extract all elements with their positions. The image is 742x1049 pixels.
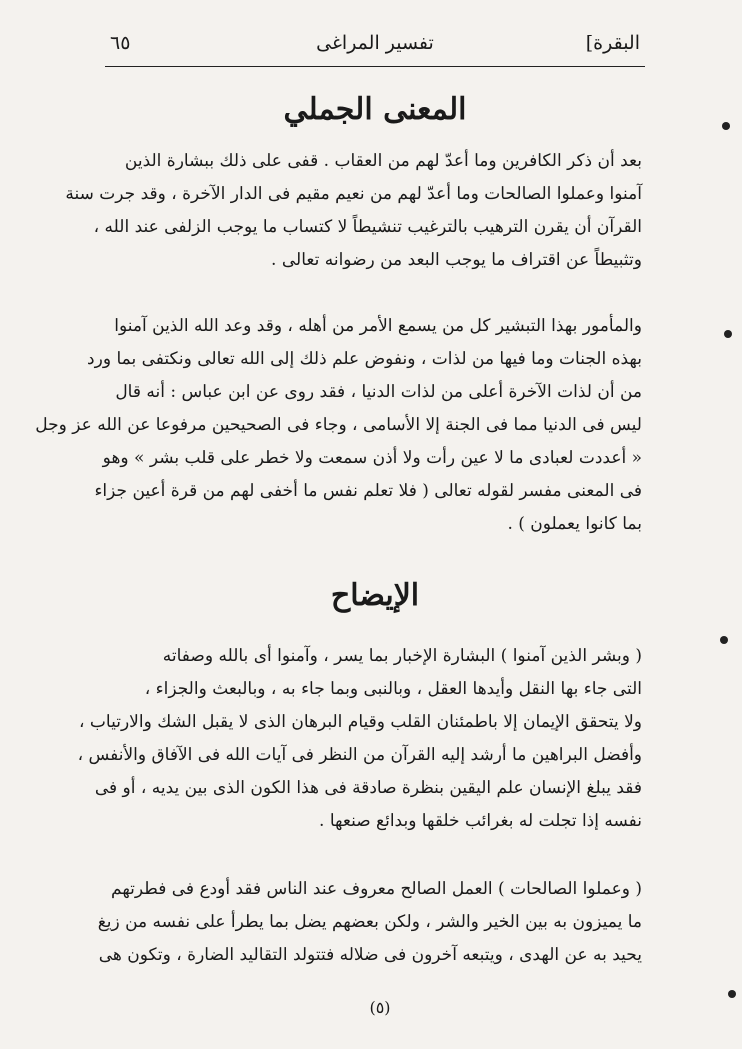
text-line: ما يميزون به بين الخير والشر ، ولكن بعضهم يضل بما يطرأ على نفسه من زيغ xyxy=(97,912,642,932)
text-line: ( وبشر الذين آمنوا ) البشارة الإخبار بما يسر ، وآمنوا أى بالله وصفاته xyxy=(162,646,642,666)
header-section-name: البقرة] xyxy=(585,32,640,54)
text-line: التى جاء بها النقل وأيدها العقل ، وبالنبى وبما جاء به ، وبالبعث والجزاء ، xyxy=(144,679,642,699)
text-line: فقد يبلغ الإنسان علم اليقين بنظرة صادقة فى هذا الكون الذى بين يديه ، أو فى xyxy=(94,778,642,798)
text-line: بما كانوا يعملون ) . xyxy=(507,514,642,534)
text-line: نفسه إذا تجلت له بغرائب خلقها وبدائع صنعها . xyxy=(319,811,642,831)
margin-speck xyxy=(722,122,730,130)
running-header xyxy=(110,30,640,64)
text-line: يحيد به عن الهدى ، ويتبعه آخرون فى ضلاله فتتولد التقاليد الضارة ، وتكون هى xyxy=(98,945,642,965)
header-rule xyxy=(105,66,645,67)
paragraph-good-deeds xyxy=(97,873,642,972)
margin-speck xyxy=(724,330,732,338)
text-line: فى المعنى مفسر لقوله تعالى ( فلا تعلم نفس ما أخفى لهم من قرة أعين جزاء xyxy=(94,481,642,501)
section-heading-general-meaning: المعنى الجملي xyxy=(283,92,467,127)
text-line: « أعددت لعبادى ما لا عين رأت ولا أذن سمعت ولا خطر على قلب بشر » وهو xyxy=(102,448,642,468)
paragraph-believers xyxy=(77,640,642,838)
text-line: بهذه الجنات وما فيها من لذات ، ونفوض علم ذلك إلى الله تعالى ونكتفى بما ورد xyxy=(87,349,642,369)
paragraph-tabshir xyxy=(35,310,642,541)
text-line: وتثبيطاً عن اقتراف ما يوجب البعد من رضوانه تعالى . xyxy=(271,250,642,270)
text-line: من أن لذات الآخرة أعلى من لذات الدنيا ، فقد روى عن ابن عباس : أنه قال xyxy=(115,382,642,402)
section-heading-explanation: الإيضاح xyxy=(330,578,420,613)
text-line: القرآن أن يقرن الترهيب بالترغيب تنشيطاً لا كتساب ما يوجب الزلفى عند الله ، xyxy=(93,217,642,237)
header-book-title: تفسير المراغى xyxy=(316,32,434,54)
text-line: ( وعملوا الصالحات ) العمل الصالح معروف عند الناس فقد أودع فى فطرتهم xyxy=(111,879,642,899)
text-line: وأفضل البراهين ما أرشد إليه القرآن من النظر فى آيات الله فى الآفاق والأنفس ، xyxy=(77,745,642,765)
text-line: والمأمور بهذا التبشير كل من يسمع الأمر من أهله ، وقد وعد الله الذين آمنوا xyxy=(114,316,642,336)
text-line: ولا يتحقق الإيمان إلا باطمئنان القلب وقيام البرهان الذى لا يقبل الشك والارتياب ، xyxy=(79,712,642,732)
paragraph-intro xyxy=(65,145,642,277)
text-line: آمنوا وعملوا الصالحات وما أعدّ لهم من نعيم مقيم فى الدار الآخرة ، وقد جرت سنة xyxy=(65,184,642,204)
margin-speck xyxy=(728,990,736,998)
margin-speck xyxy=(720,636,728,644)
text-line: ليس فى الدنيا مما فى الجنة إلا الأسامى ، وجاء فى الصحيحين مرفوعا عن الله عز وجل xyxy=(35,415,642,435)
signature-mark: (٥) xyxy=(369,998,391,1017)
text-line: بعد أن ذكر الكافرين وما أعدّ لهم من العقاب . قفى على ذلك ببشارة الذين xyxy=(124,151,642,171)
header-page-number: ٦٥ xyxy=(110,32,131,54)
